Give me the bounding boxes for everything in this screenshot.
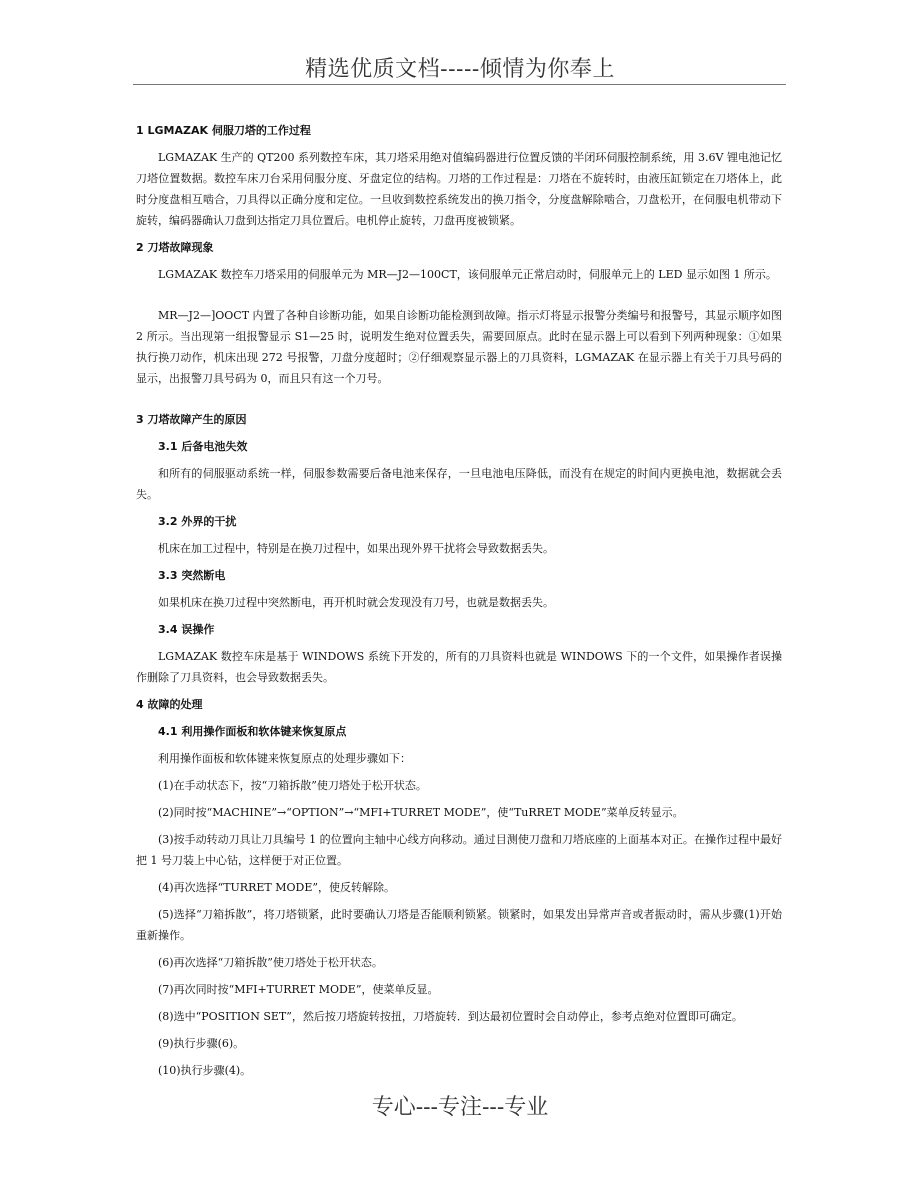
section-1-heading: 1 LGMAZAK 伺服刀塔的工作过程 [136, 124, 311, 137]
step-7: (7)再次同时按“MFI+TURRET MODE”，使菜单反显。 [158, 983, 439, 996]
step-8: (8)选中“POSITION SET”，然后按刀塔旋转按扭，刀塔旋转．到达最初位置时会自动停止，参考点绝对位置即可确定。 [158, 1010, 743, 1023]
section-3-3-text: 如果机床在换刀过程中突然断电，再开机时就会发现没有刀号，也就是数据丢失。 [158, 596, 554, 609]
step-5: (5)选择“刀箱拆散”，将刀塔锁紧，此时要确认刀塔是否能顺利锁紧。锁紧时，如果发出异常声音或者振动时，需从步骤(1)开始重新操作。 [136, 908, 782, 942]
step-2: (2)同时按“MACHINE”→“OPTION”→“MFI+TURRET MODE”，使“TuRRET MODE”菜单反转显示。 [158, 806, 684, 819]
figure-2-gap [136, 395, 782, 409]
page-footer: 专心---专注---专业 [371, 1095, 549, 1120]
section-3-heading: 3 刀塔故障产生的原因 [136, 413, 247, 426]
step-9: (9)执行步骤(6)。 [158, 1037, 245, 1050]
section-1-paragraph: LGMAZAK 生产的 QT200 系列数控车床，其刀塔采用绝对值编码器进行位置反馈的半闭环伺服控制系统，用 3.6V 锂电池记忆刀塔位置数据。数控车床刀台采用伺服分度、牙盘定位的结构。刀塔的工作过程是：刀塔在不旋转时，由液压缸锁定在刀塔体上，此时分度盘相互啮合，刀具得以正确分度和定位。一旦收到数控系统发出的换刀指令，分度盘解除啮合，刀盘松开，在伺服电机带动下旋转，编码器确认刀盘到达指定刀具位置后。电机停止旋转，刀盘再度被锁紧。 [136, 151, 782, 227]
figure-1-gap [136, 291, 782, 305]
section-3-1-heading: 3.1 后备电池失效 [158, 440, 248, 453]
page-header-title: 精选优质文档-----倾情为你奉上 [305, 57, 615, 82]
step-3: (3)按手动转动刀具让刀具编号 1 的位置向主轴中心线方向移动。通过目测使刀盘和刀塔底座的上面基本对正。在操作过程中最好把 1 号刀装上中心钻，这样便于对正位置。 [136, 833, 782, 867]
section-4-heading: 4 故障的处理 [136, 698, 203, 711]
step-6: (6)再次选择“刀箱拆散”使刀塔处于松开状态。 [158, 956, 383, 969]
section-3-4-heading: 3.4 误操作 [158, 623, 215, 636]
section-2-paragraph-2: MR—J2—]OOCT 内置了各种自诊断功能，如果自诊断功能检测到故障。指示灯将显示报警分类编号和报警号，其显示顺序如图 2 所示。当出现第一组报警显示 S1—25 时，说明发生绝对位置丢失，需要回原点。此时在显示器上可以看到下列两种现象：①如果执行换刀动作，机床出现 272 号报警，刀盘分度超时；②仔细观察显示器上的刀具资料，LGMAZAK 在显示器上有关于刀具号码的显示，出报警刀具号码为 0，而且只有这一个刀号。 [136, 309, 782, 385]
step-10: (10)执行步骤(4)。 [158, 1064, 252, 1077]
section-3-3-heading: 3.3 突然断电 [158, 569, 226, 582]
document-body [136, 120, 782, 1087]
section-2-paragraph-1: LGMAZAK 数控车刀塔采用的伺服单元为 MR—J2—100CT，该伺服单元正常启动时，伺服单元上的 LED 显示如图 1 所示。 [158, 268, 777, 281]
section-2-heading: 2 刀塔故障现象 [136, 241, 214, 254]
section-3-1-text: 和所有的伺服驱动系统一样，伺服参数需要后备电池来保存，一旦电池电压降低，而没有在规定的时间内更换电池，数据就会丢失。 [136, 467, 782, 501]
section-4-1-intro: 利用操作面板和软体键来恢复原点的处理步骤如下： [158, 752, 411, 765]
step-1: (1)在手动状态下，按“刀箱拆散”使刀塔处于松开状态。 [158, 779, 427, 792]
section-3-2-heading: 3.2 外界的干扰 [158, 515, 237, 528]
section-3-2-text: 机床在加工过程中，特别是在换刀过程中，如果出现外界干扰将会导致数据丢失。 [158, 542, 554, 555]
step-4: (4)再次选择“TURRET MODE”，使反转解除。 [158, 881, 395, 894]
section-3-4-text: LGMAZAK 数控车床是基于 WINDOWS 系统下开发的，所有的刀具资料也就是 WINDOWS 下的一个文件，如果操作者误操作删除了刀具资料，也会导致数据丢失。 [136, 650, 782, 684]
section-4-1-heading: 4.1 利用操作面板和软体键来恢复原点 [158, 725, 347, 738]
header-divider [133, 84, 786, 85]
